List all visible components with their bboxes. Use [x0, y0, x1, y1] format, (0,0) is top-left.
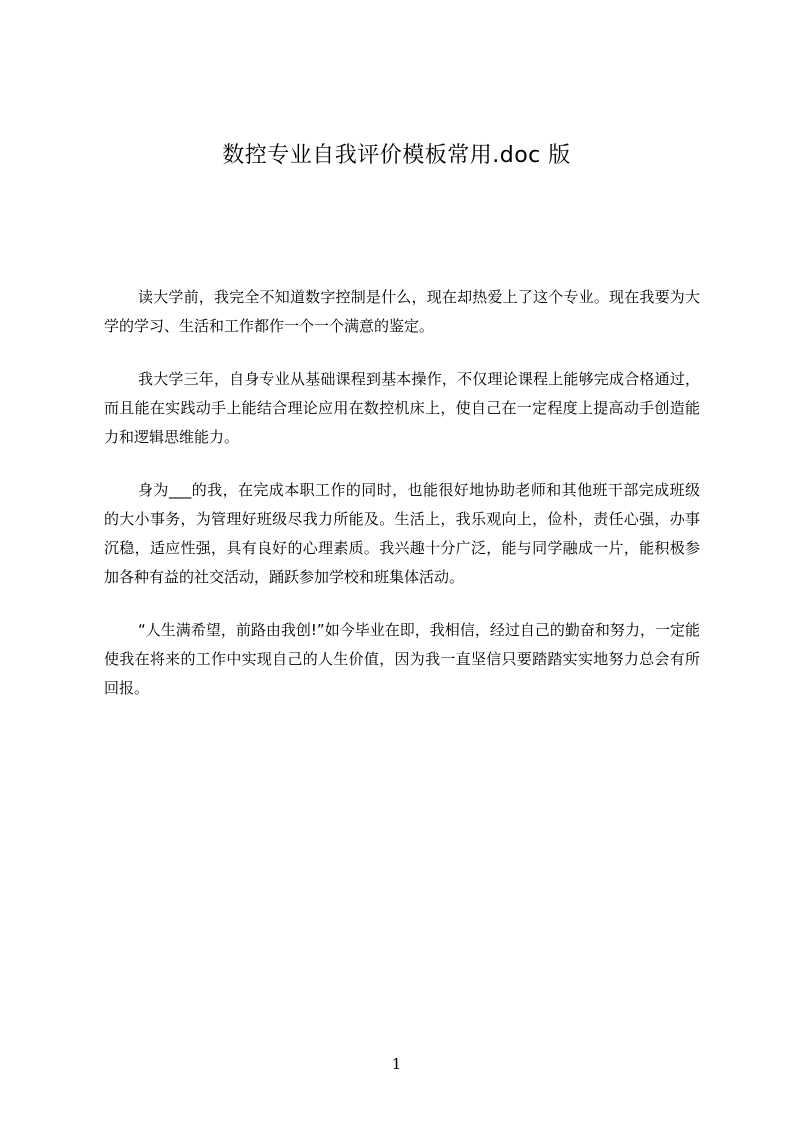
document-body — [104, 283, 700, 727]
paragraph-intro: 读大学前，我完全不知道数字控制是什么，现在却热爱上了这个专业。现在我要为大学的学习、生活和工作都作一个一个满意的鉴定。 — [104, 288, 700, 335]
paragraph-life: 身为___的我，在完成本职工作的同时，也能很好地协助老师和其他班干部完成班级的大小事务，为管理好班级尽我力所能及。生活上，我乐观向上，俭朴，责任心强，办事沉稳，适应性强，具有良好的心理素质。我兴趣十分广泛，能与同学融成一片，能积极参加各种有益的社交活动，踊跃参加学校和班集体活动。 — [104, 481, 700, 586]
paragraph-conclusion: “人生满希望，前路由我创!”如今毕业在即，我相信，经过自己的勤奋和努力，一定能使我在将来的工作中实现自己的人生价值，因为我一直坚信只要踏踏实实地努力总会有所回报。 — [104, 621, 700, 697]
paragraph-study: 我大学三年，自身专业从基础课程到基本操作，不仅理论课程上能够完成合格通过，而且能在实践动手上能结合理论应用在数控机床上，使自己在一定程度上提高动手创造能力和逻辑思维能力。 — [104, 370, 700, 446]
document-title: 数控专业自我评价模板常用.doc 版 — [222, 143, 571, 168]
page-number: 1 — [391, 1055, 402, 1073]
